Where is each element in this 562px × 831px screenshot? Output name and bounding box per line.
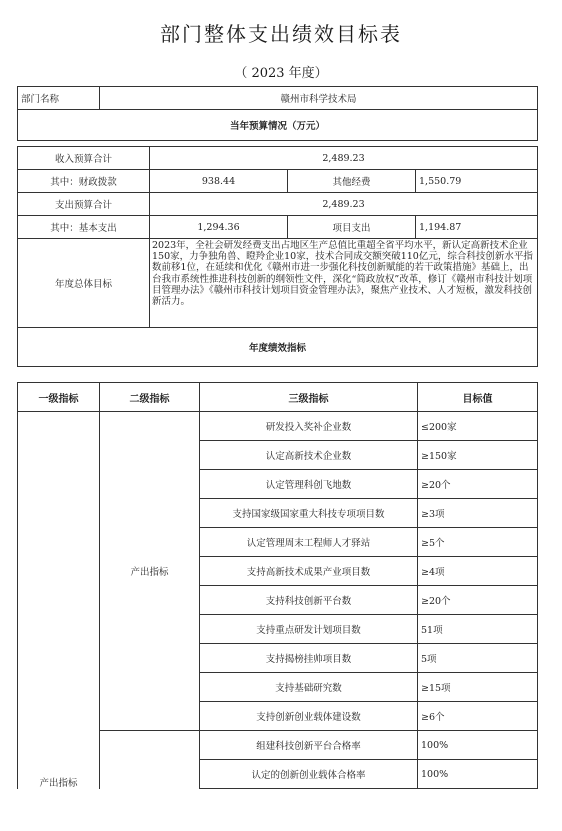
indicator-name: 支持科技创新平台数: [200, 586, 418, 615]
dept-name-label: 部门名称: [18, 87, 100, 110]
overall-label: 年度总体目标: [18, 239, 150, 328]
page-bottom-edge: [0, 802, 562, 831]
header-level2: 二级指标: [100, 383, 200, 412]
project-value: 1,194.87: [416, 216, 538, 239]
indicator-target: 51项: [418, 615, 538, 644]
level1-cell: [18, 412, 100, 789]
indicator-target: ≥150家: [418, 441, 538, 470]
indicator-target: ≥20个: [418, 470, 538, 499]
indicator-target: ≤200家: [418, 412, 538, 441]
indicator-name: 认定的创新创业载体合格率: [200, 760, 418, 789]
budget-section-title: 当年预算情况（万元）: [18, 110, 538, 141]
level2-quality: [100, 731, 200, 789]
level2-output: 产出指标: [100, 412, 200, 731]
indicator-name: 支持揭榜挂帅项目数: [200, 644, 418, 673]
income-total-label: 收入预算合计: [18, 147, 150, 170]
other-value: 1,550.79: [416, 170, 538, 193]
indicator-target: 100%: [418, 760, 538, 789]
header-level3: 三级指标: [200, 383, 418, 412]
fiscal-label: 其中：财政拨款: [18, 170, 150, 193]
indicator-name: 支持创新创业载体建设数: [200, 702, 418, 731]
indicator-target: 5项: [418, 644, 538, 673]
indicator-name: 支持高新技术成果产业项目数: [200, 557, 418, 586]
indicator-target: ≥4项: [418, 557, 538, 586]
indicator-name: 认定管理周末工程师人才驿站: [200, 528, 418, 557]
indicator-table: [17, 382, 538, 789]
budget-table: [17, 146, 538, 367]
indicator-target: ≥5个: [418, 528, 538, 557]
income-total-value: 2,489.23: [150, 147, 538, 170]
expense-total-value: 2,489.23: [150, 193, 538, 216]
performance-table: [17, 86, 538, 141]
level1-label: 产出指标: [39, 777, 78, 789]
other-label: 其他经费: [288, 170, 416, 193]
indicator-name: 研发投入奖补企业数: [200, 412, 418, 441]
expense-total-label: 支出预算合计: [18, 193, 150, 216]
header-target: 目标值: [418, 383, 538, 412]
indicator-target: ≥20个: [418, 586, 538, 615]
fiscal-value: 938.44: [150, 170, 288, 193]
header-level1: 一级指标: [18, 383, 100, 412]
project-label: 项目支出: [288, 216, 416, 239]
indicator-target: 100%: [418, 731, 538, 760]
overall-text: 2023年，全社会研发经费支出占地区生产总值比重超全省平均水平，新认定高新技术企业150家，力争独角兽、瞪羚企业10家，技术合同成交额突破110亿元，综合科技创新水平指数前移1位，在延续和优化《赣州市进一步强化科技创新赋能的若干政策措施》基础上，出台我市系统性推进科技创新的纲领性文件，深化“简政放权”改革，修订《赣州市科技计划项目管理办法》《赣州市科技计划项目资金管理办法》，聚焦产业技术、人才短板，激发科技创新活力。: [152, 240, 533, 308]
indicator-name: 支持国家级国家重大科技专项项目数: [200, 499, 418, 528]
indicator-name: 认定管理科创飞地数: [200, 470, 418, 499]
basic-label: 其中：基本支出: [18, 216, 150, 239]
indicator-name: 认定高新技术企业数: [200, 441, 418, 470]
basic-value: 1,294.36: [150, 216, 288, 239]
year-label: （ 2023 年度）: [234, 66, 328, 81]
indicator-target: ≥6个: [418, 702, 538, 731]
indicator-name: 支持基础研究数: [200, 673, 418, 702]
performance-section-title: 年度绩效指标: [18, 328, 538, 367]
indicator-target: ≥3项: [418, 499, 538, 528]
indicator-target: ≥15项: [418, 673, 538, 702]
page-title: 部门整体支出绩效目标表: [160, 22, 402, 46]
dept-name-value: 赣州市科学技术局: [100, 87, 538, 110]
indicator-name: 支持重点研发计划项目数: [200, 615, 418, 644]
indicator-name: 组建科技创新平台合格率: [200, 731, 418, 760]
